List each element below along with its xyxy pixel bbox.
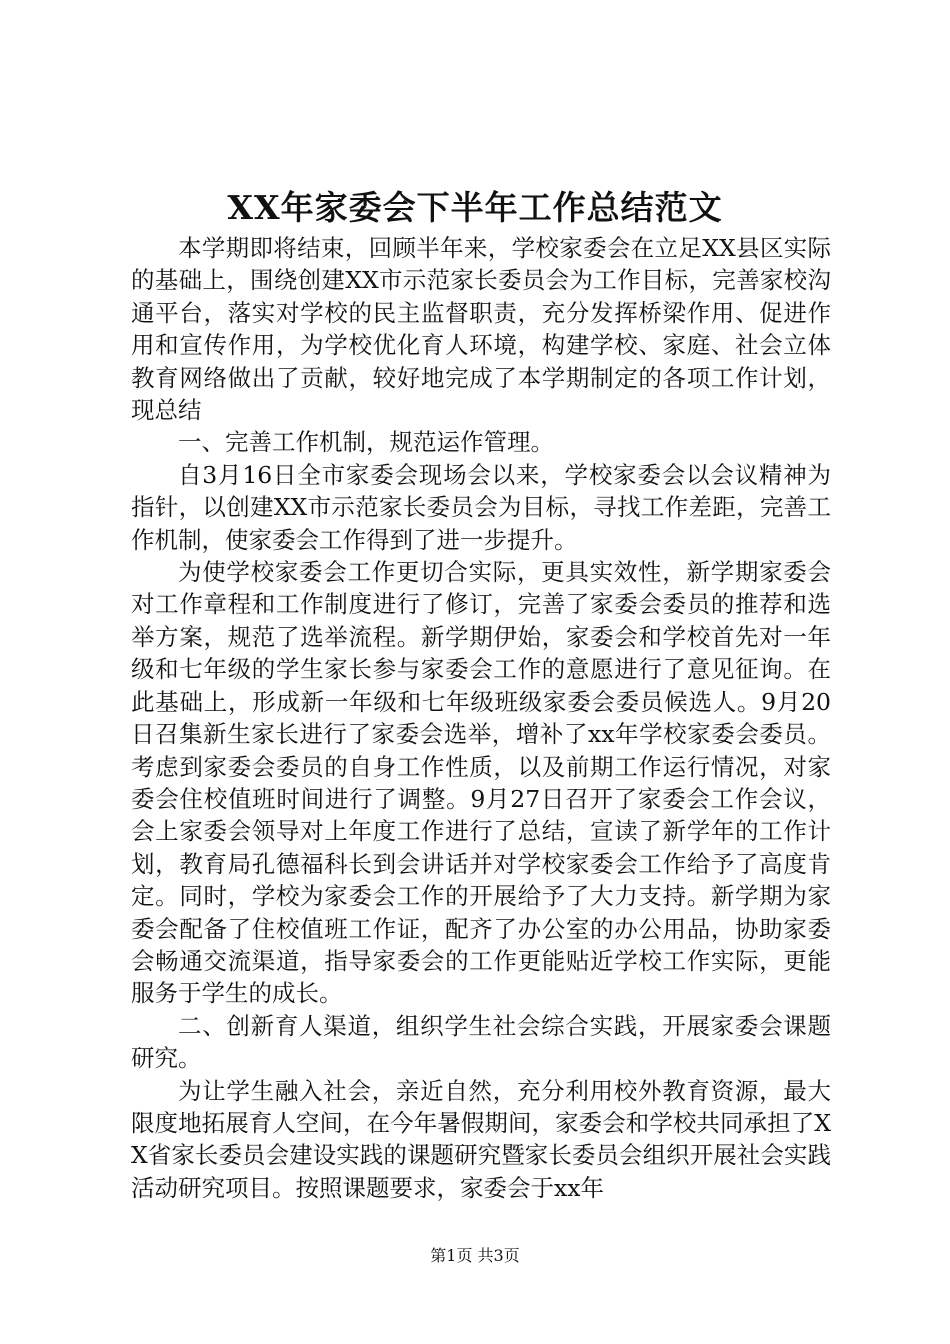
- page-footer: 第1页 共3页: [430, 1246, 520, 1265]
- document-title: XX年家委会下半年工作总结范文: [227, 188, 723, 227]
- section-heading-2: 二、创新育人渠道，组织学生社会综合实践，开展家委会课题研究。: [131, 1011, 831, 1073]
- document-body: [131, 232, 831, 1204]
- section-heading-1: 一、完善工作机制，规范运作管理。: [178, 428, 554, 457]
- paragraph-intro: 本学期即将结束，回顾半年来，学校家委会在立足XX县区实际的基础上，围绕创建XX市示范家长委员会为工作目标，完善家校沟通平台，落实对学校的民主监督职责，充分发挥桥梁作用、促进作用和宣传作用，为学校优化育人环境，构建学校、家庭、社会立体教育网络做出了贡献，较好地完成了本学期制定的各项工作计划，现总结: [131, 234, 831, 425]
- paragraph-practice: 为让学生融入社会，亲近自然，充分利用校外教育资源，最大限度地拓展育人空间，在今年暑假期间，家委会和学校共同承担了XX省家长委员会建设实践的课题研究暨家长委员会组织开展社会实践活动研究项目。按照课题要求，家委会于xx年: [131, 1076, 831, 1202]
- paragraph-mechanism: 为使学校家委会工作更切合实际，更具实效性，新学期家委会对工作章程和工作制度进行了修订，完善了家委会委员的推荐和选举方案，规范了选举流程。新学期伊始，家委会和学校首先对一年级和七年级的学生家长参与家委会工作的意愿进行了意见征询。在此基础上，形成新一年级和七年级班级家委会委员候选人。9月20日召集新生家长进行了家委会选举，增补了xx年学校家委会委员。考虑到家委会委员的自身工作性质，以及前期工作运行情况，对家委会住校值班时间进行了调整。9月27日召开了家委会工作会议，会上家委会领导对上年度工作进行了总结，宣读了新学年的工作计划，教育局孔德福科长到会讲话并对学校家委会工作给予了高度肯定。同时，学校为家委会工作的开展给予了大力支持。新学期为家委会配备了住校值班工作证，配齐了办公室的办公用品，协助家委会畅通交流渠道，指导家委会的工作更能贴近学校工作实际，更能服务于学生的成长。: [131, 558, 831, 1008]
- paragraph-meeting: 自3月16日全市家委会现场会以来，学校家委会以会议精神为指针，以创建XX市示范家长委员会为目标，寻找工作差距，完善工作机制，使家委会工作得到了进一步提升。: [131, 460, 831, 554]
